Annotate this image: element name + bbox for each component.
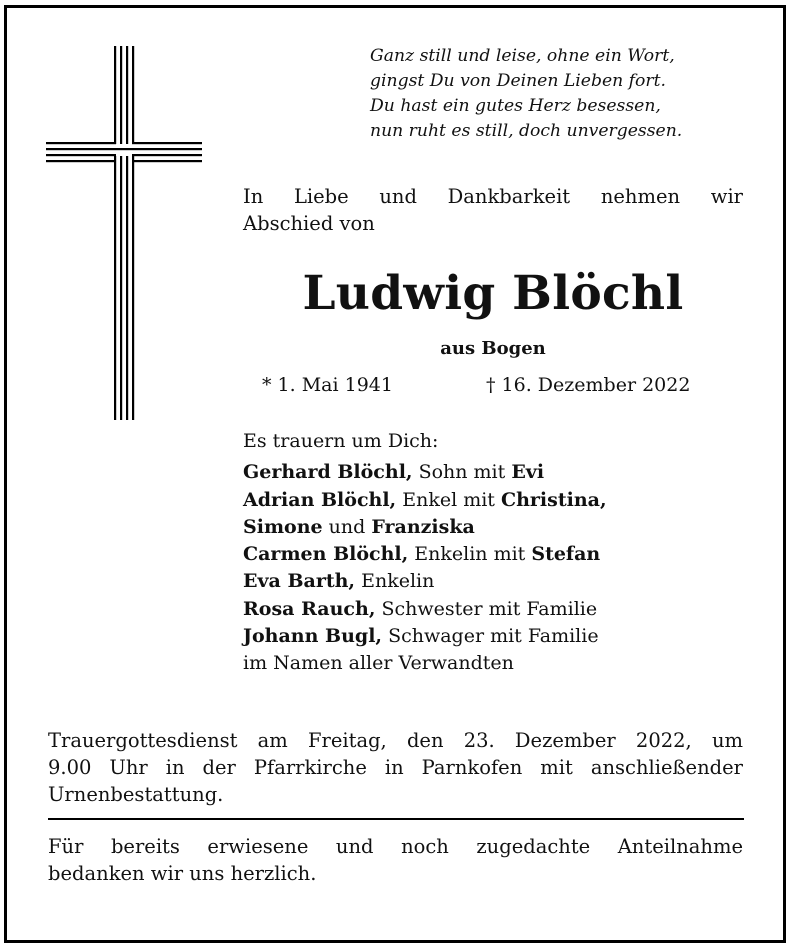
mourner-line bbox=[243, 541, 743, 568]
mourner-line bbox=[243, 568, 743, 595]
mourner-line bbox=[243, 487, 743, 514]
mourner-name: Carmen Blöchl, bbox=[243, 543, 409, 566]
thanks-line: Für bereits erwiesene und noch zugedachte Anteilnahme bbox=[48, 835, 743, 858]
intro-line: Abschied von bbox=[243, 212, 375, 235]
death-date: † 16. Dezember 2022 bbox=[486, 374, 691, 396]
service-line: 9.00 Uhr in der Pfarrkirche in Parnkofen mit anschließender bbox=[48, 756, 743, 779]
mourner-line bbox=[243, 596, 743, 623]
mourner-name: Eva Barth, bbox=[243, 570, 356, 593]
cross-icon bbox=[46, 46, 202, 420]
intro-line: In Liebe und Dankbarkeit nehmen wir bbox=[243, 185, 743, 208]
poem-line: Ganz still und leise, ohne ein Wort, bbox=[370, 46, 675, 66]
poem-line: nun ruht es still, doch unvergessen. bbox=[370, 121, 683, 141]
mourner-name: Adrian Blöchl, bbox=[243, 488, 397, 511]
birth-date: * 1. Mai 1941 bbox=[262, 374, 393, 396]
mourner-relation: Schwager mit Familie bbox=[382, 625, 599, 648]
divider-rule bbox=[48, 818, 744, 820]
mourner-partner: Christina, bbox=[500, 488, 607, 511]
mourners-list bbox=[243, 428, 743, 678]
mourner-partner: Evi bbox=[511, 461, 545, 484]
mourner-relation: Enkelin mit bbox=[408, 543, 532, 566]
service-line: Trauergottesdienst am Freitag, den 23. Dezember 2022, um bbox=[48, 729, 743, 752]
funeral-service-notice bbox=[48, 727, 743, 808]
mourner-name: Gerhard Blöchl, bbox=[243, 461, 413, 484]
service-line: Urnenbestattung. bbox=[48, 783, 224, 806]
mourners-heading: Es trauern um Dich: bbox=[243, 430, 439, 452]
thanks-line: bedanken wir uns herzlich. bbox=[48, 862, 317, 885]
mourner-relation: Enkel mit bbox=[396, 488, 501, 511]
deceased-name: Ludwig Blöchl bbox=[302, 266, 684, 321]
mourner-partner: Simone bbox=[243, 515, 323, 538]
mourner-line bbox=[243, 459, 743, 486]
mourner-relation: Schwester mit Familie bbox=[375, 597, 598, 620]
mourner-relation: Sohn mit bbox=[412, 461, 512, 484]
mourner-line bbox=[243, 623, 743, 650]
mourner-relation: Enkelin bbox=[355, 570, 435, 593]
deceased-origin: aus Bogen bbox=[440, 338, 546, 359]
farewell-intro bbox=[243, 183, 743, 237]
mourner-name: Johann Bugl, bbox=[243, 625, 383, 648]
mourner-line bbox=[243, 514, 743, 541]
poem-line: Du hast ein gutes Herz besessen, bbox=[370, 96, 661, 116]
mourners-closing: im Namen aller Verwandten bbox=[243, 652, 514, 675]
mourner-name: Rosa Rauch, bbox=[243, 597, 376, 620]
memorial-poem bbox=[370, 44, 750, 144]
mourner-partner: Franziska bbox=[371, 515, 475, 538]
thanks-notice bbox=[48, 833, 743, 887]
mourner-relation: und bbox=[322, 515, 372, 538]
mourner-partner: Stefan bbox=[531, 543, 601, 566]
poem-line: gingst Du von Deinen Lieben fort. bbox=[370, 71, 666, 91]
